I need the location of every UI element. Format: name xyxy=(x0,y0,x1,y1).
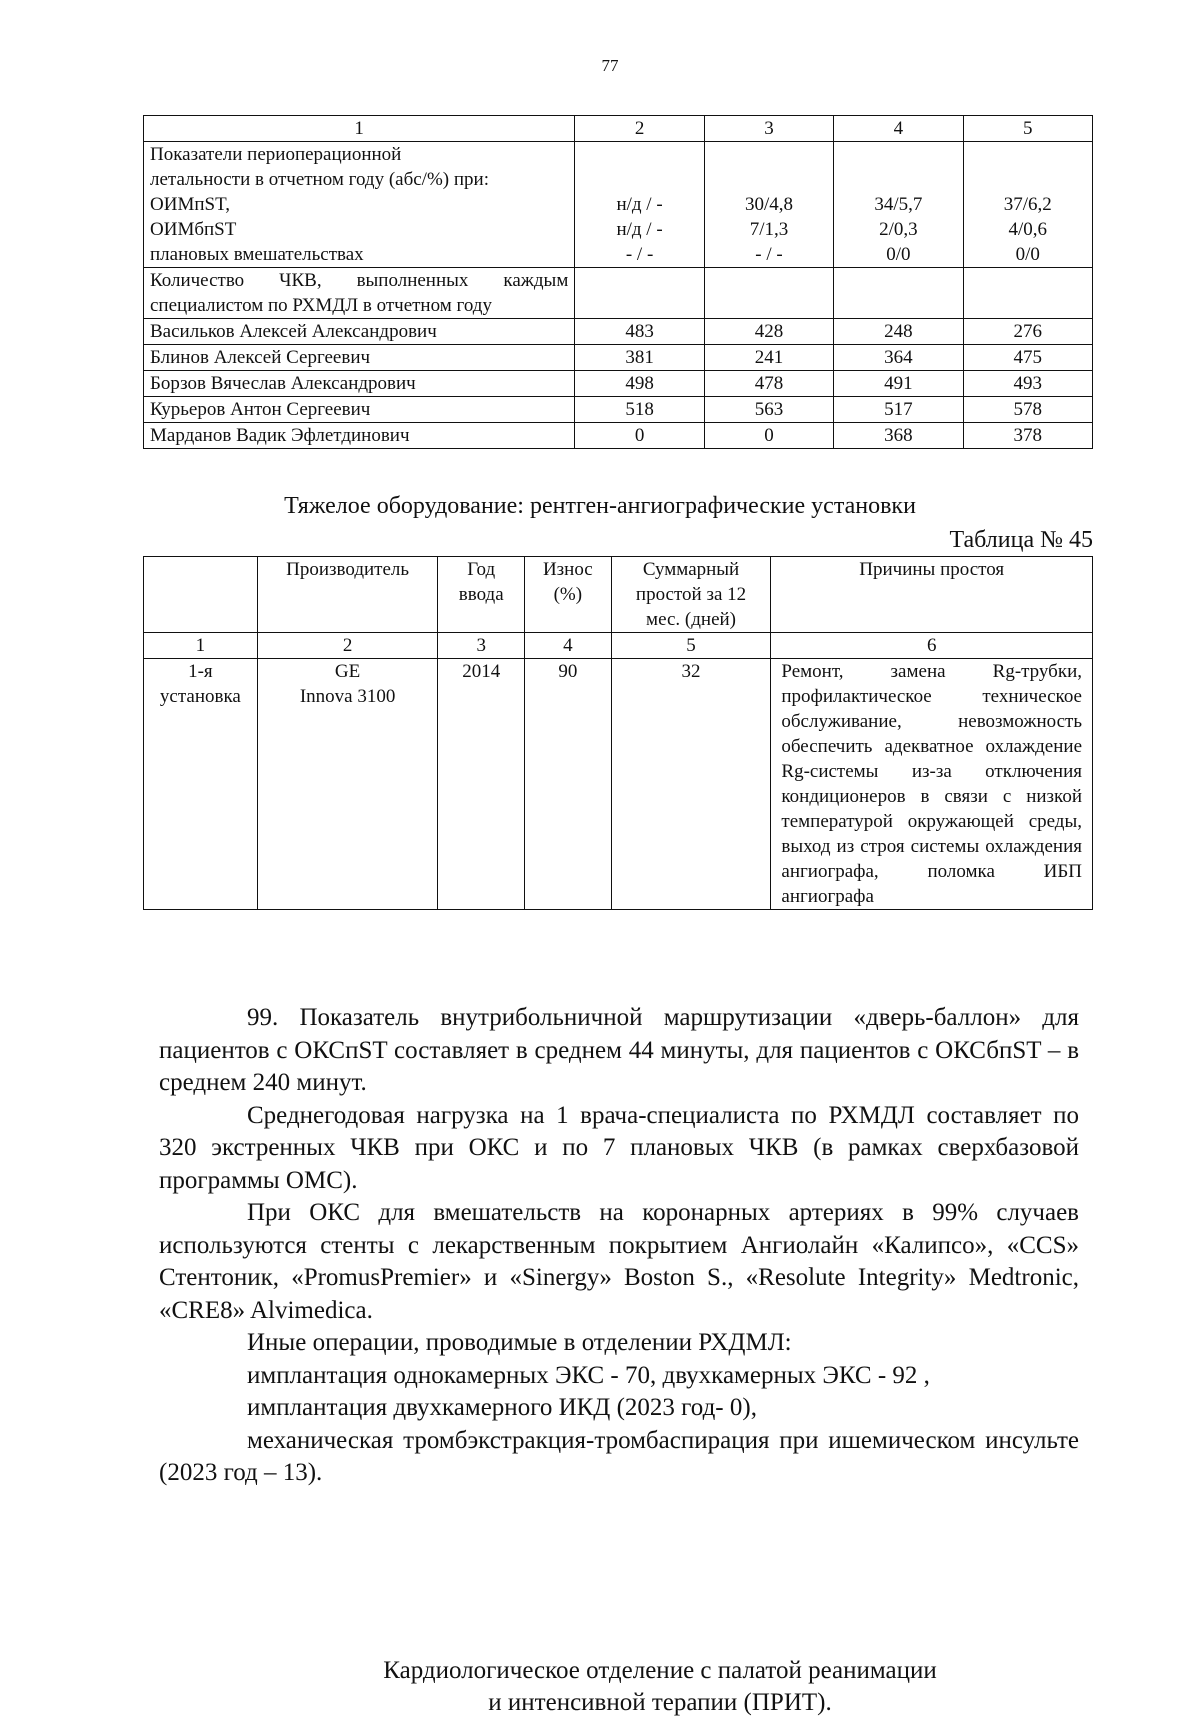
column-number: 3 xyxy=(438,633,525,659)
table-header-cell: 2 xyxy=(575,116,704,142)
table-cell: 478 xyxy=(704,371,833,397)
table-cell: 0 xyxy=(704,423,833,449)
cell-line: 0/0 xyxy=(1015,244,1040,265)
perioperative-col5 xyxy=(963,142,1092,268)
cell-line: 37/6,2 xyxy=(1003,194,1052,215)
section-title-line: и интенсивной терапии (ПРИТ). xyxy=(488,1689,832,1716)
specialist-name: Марданов Вадик Эфлетдинович xyxy=(144,423,575,449)
specialist-name: Васильков Алексей Александрович xyxy=(144,319,575,345)
column-number: 1 xyxy=(144,633,258,659)
table-header-cell: 3 xyxy=(704,116,833,142)
wear: 90 xyxy=(525,659,612,910)
table-header-cell: Износ (%) xyxy=(525,557,612,633)
table-header-cell: Причины простоя xyxy=(771,557,1093,633)
paragraph: имплантация однокамерных ЭКС - 70, двухкамерных ЭКС - 92 , xyxy=(247,1361,930,1389)
manufacturer xyxy=(257,659,438,910)
cell-line: 2/0,3 xyxy=(879,219,918,240)
equipment-table-title: Тяжелое оборудование: рентген-ангиографические установки xyxy=(284,493,916,519)
table-cell: 493 xyxy=(963,371,1092,397)
table-header-cell: 5 xyxy=(963,116,1092,142)
table-header-cell: Суммарный простой за 12 мес. (дней) xyxy=(611,557,771,633)
paragraph: Среднегодовая нагрузка на 1 врача-специалиста по РХМДЛ составляет по 320 экстренных ЧКВ при ОКС и по 7 плановых ЧКВ (в рамках сверхбазовой программы ОМС). xyxy=(159,1101,1079,1194)
table-cell: 578 xyxy=(963,397,1092,423)
table-cell: 0 xyxy=(575,423,704,449)
manufacturer-name: GE xyxy=(334,661,361,682)
pci-count-row xyxy=(144,268,1093,319)
table-row xyxy=(144,423,1093,449)
paragraph: При ОКС для вмешательств на коронарных артериях в 99% случаев используются стенты с лекарственным покрытием Ангиолайн «Калипсо», «CCS» Стентоник, «PromusPremier» и «Sinergy» Boston S., «Resolute Integrity» Medtronic, «CRE8» Alvimedica. xyxy=(159,1199,1079,1324)
perioperative-label xyxy=(144,142,575,268)
label-line: специалистом по РХМДЛ в отчетном году xyxy=(150,295,492,316)
table-header-cell: 4 xyxy=(834,116,963,142)
table-cell: 428 xyxy=(704,319,833,345)
table-cell: 475 xyxy=(963,345,1092,371)
cell-line: н/д / - xyxy=(616,194,663,215)
table-cell: 517 xyxy=(834,397,963,423)
model-name: Innova 3100 xyxy=(299,686,396,707)
table-row xyxy=(144,659,1093,910)
column-number: 6 xyxy=(771,633,1093,659)
paragraph: имплантация двухкамерного ИКД (2023 год- 0), xyxy=(247,1394,757,1421)
table-cell: 276 xyxy=(963,319,1092,345)
cell-line: - / - xyxy=(625,244,654,265)
column-number: 5 xyxy=(611,633,771,659)
label-line: Количество ЧКВ, выполненных каждым xyxy=(150,270,569,291)
perioperative-col4 xyxy=(834,142,963,268)
table-cell: 241 xyxy=(704,345,833,371)
column-number: 4 xyxy=(525,633,612,659)
downtime-reason: Ремонт, замена Rg-трубки, профилактическое техническое обслуживание, невозможность обеспечить адекватное охлаждение Rg-системы из-за отключения кондиционеров в связи с низкой температурой окружающей среды, выход из строя системы охлаждения ангиографа, поломка ИБП ангиографа xyxy=(771,659,1093,910)
empty-cell xyxy=(963,268,1092,319)
empty-cell xyxy=(704,268,833,319)
table-cell: 483 xyxy=(575,319,704,345)
table-header-cell: 1 xyxy=(144,116,575,142)
perioperative-row xyxy=(144,142,1093,268)
cell-line: 7/1,3 xyxy=(749,219,789,240)
body-text xyxy=(159,1002,1079,1490)
section-title xyxy=(0,1655,1200,1719)
cell-line: - / - xyxy=(755,244,783,265)
table-cell: 248 xyxy=(834,319,963,345)
table-cell: 491 xyxy=(834,371,963,397)
equipment-table xyxy=(143,556,1093,910)
cell-line: н/д / - xyxy=(616,219,663,240)
empty-cell xyxy=(575,268,704,319)
paragraph: механическая тромбэкстракция-тромбаспирация при ишемическом инсульте (2023 год – 13). xyxy=(159,1426,1079,1486)
table-cell: 364 xyxy=(834,345,963,371)
table-cell: 368 xyxy=(834,423,963,449)
page-number: 77 xyxy=(601,56,619,75)
paragraph: 99. Показатель внутрибольничной маршрутизации «дверь-баллон» для пациентов с ОКСпST составляет в среднем 44 минуты, для пациентов с ОКСбпST – в среднем 240 минут. xyxy=(159,1004,1079,1096)
table-cell: 518 xyxy=(575,397,704,423)
table-cell: 381 xyxy=(575,345,704,371)
table-header-row xyxy=(144,557,1093,633)
section-title-line: Кардиологическое отделение с палатой реанимации xyxy=(383,1657,937,1684)
label-line: ОИМпST, xyxy=(150,194,231,215)
label-line: ОИМбпST xyxy=(150,219,237,240)
table-row xyxy=(144,319,1093,345)
cell-line: 4/0,6 xyxy=(1008,219,1048,240)
perioperative-col2 xyxy=(575,142,704,268)
pci-count-label xyxy=(144,268,575,319)
table-cell: 378 xyxy=(963,423,1092,449)
paragraph: Иные операции, проводимые в отделении РХДМЛ: xyxy=(247,1329,792,1356)
perioperative-col3 xyxy=(704,142,833,268)
table-number: Таблица № 45 xyxy=(949,527,1093,553)
label-line: летальности в отчетном году (абс/%) при: xyxy=(150,169,489,190)
column-number: 2 xyxy=(257,633,438,659)
table-row xyxy=(144,371,1093,397)
column-number-row xyxy=(144,633,1093,659)
cell-line: 34/5,7 xyxy=(874,194,923,215)
table-header-row xyxy=(144,116,1093,142)
specialist-name: Борзов Вячеслав Александрович xyxy=(144,371,575,397)
table-header-cell: Производитель xyxy=(257,557,438,633)
specialist-name: Блинов Алексей Сергеевич xyxy=(144,345,575,371)
table-row xyxy=(144,397,1093,423)
downtime: 32 xyxy=(611,659,771,910)
specialist-table xyxy=(143,115,1093,449)
specialist-name: Курьеров Антон Сергеевич xyxy=(144,397,575,423)
unit-name: 1-я установка xyxy=(144,659,258,910)
table-header-cell xyxy=(144,557,258,633)
year: 2014 xyxy=(438,659,525,910)
empty-cell xyxy=(834,268,963,319)
cell-line: 30/4,8 xyxy=(744,194,793,215)
table-cell: 498 xyxy=(575,371,704,397)
table-header-cell: Год ввода xyxy=(438,557,525,633)
table-cell: 563 xyxy=(704,397,833,423)
cell-line: 0/0 xyxy=(886,244,911,265)
table-row xyxy=(144,345,1093,371)
label-line: плановых вмешательствах xyxy=(150,244,364,265)
label-line: Показатели периоперационной xyxy=(150,144,402,165)
